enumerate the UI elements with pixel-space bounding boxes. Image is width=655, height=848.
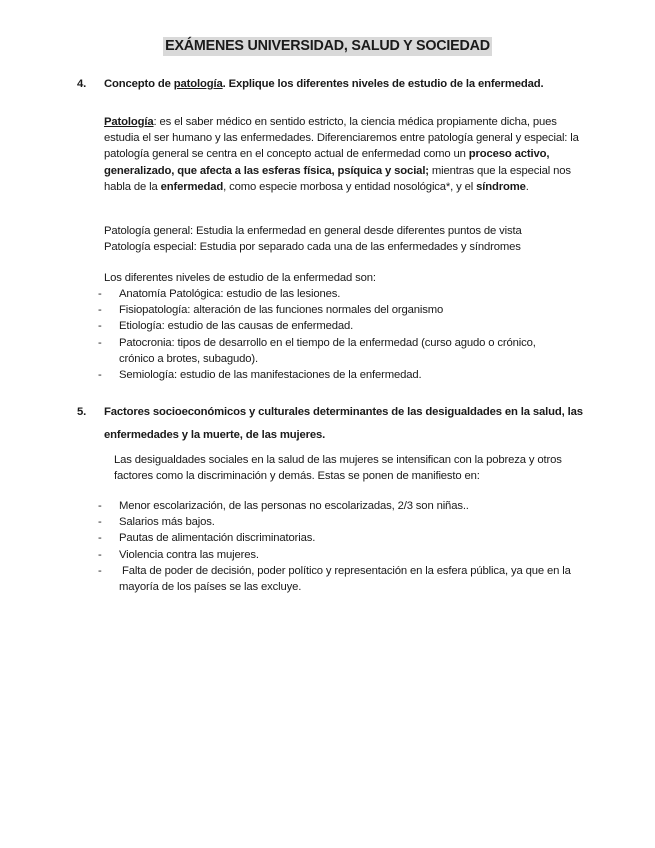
definition-bold-2: enfermedad: [160, 180, 224, 193]
list-item: - Salarios más bajos.: [98, 514, 588, 530]
inequalities-intro: Las desigualdades sociales en la salud de las mujeres se intensifican con la pobreza y otros factores como la discriminación y demás. Estas se ponen de manifiesto en:: [114, 454, 562, 483]
definition-text-1: : es el saber médico en sentido estricto, la ciencia médica propiamente dicha, pues estudia el ser humano y las enfermedades. Diferenciaremos entre patología general y especial: la patología general se centra en el concepto actual de enfermedad como un: [104, 116, 579, 161]
pathology-definition: [104, 114, 586, 195]
document-title-wrap: [0, 37, 655, 56]
question-5-heading: [77, 401, 587, 447]
definition-text-3: , como especie morbosa y entidad nosológica*, y el: [223, 180, 477, 193]
definition-bold-1: proceso activo, generalizado, que afecta a las esferas física, psíquica y social;: [104, 148, 550, 177]
list-item: - Violencia contra las mujeres.: [98, 547, 588, 563]
definition-text-4: .: [525, 180, 529, 193]
list-item: - Etiología: estudio de las causas de enfermedad.: [98, 318, 578, 334]
factors-list: [98, 498, 588, 595]
question-text: Factores socioeconómicos y culturales determinantes de las desigualdades en la salud, las enfermedades y la muerte, de las mujeres.: [104, 406, 583, 441]
document-title: EXÁMENES UNIVERSIDAD, SALUD Y SOCIEDAD: [165, 38, 490, 54]
list-item: - Anatomía Patológica: estudio de las lesiones.: [98, 286, 578, 302]
special-pathology-line: Patología especial: Estudia por separado cada una de las enfermedades y síndromes: [104, 241, 521, 254]
question-4-heading: [77, 78, 544, 90]
list-item: - Patocronia: tipos de desarrollo en el tiempo de la enfermedad (curso agudo o crónico, crónico a brotes, subagudo).: [98, 335, 574, 367]
list-item: - Pautas de alimentación discriminatorias.: [98, 530, 588, 546]
definition-text-2: mientras que la especial nos habla de la: [104, 164, 571, 193]
levels-intro: Los diferentes niveles de estudio de la enfermedad son:: [104, 272, 376, 284]
question-number: 5.: [77, 406, 87, 418]
list-item: - Fisiopatología: alteración de las funciones normales del organismo: [98, 302, 578, 318]
question-keyword: patología: [173, 78, 223, 90]
definition-bold-3: síndrome: [476, 180, 526, 193]
question-suffix: . Explique los diferentes niveles de estudio de la enfermedad.: [222, 78, 544, 90]
list-item: - Falta de poder de decisión, poder político y representación en la esfera pública, ya que en la mayoría de los países se las excluye.: [98, 563, 588, 595]
definition-term: Patología: [104, 116, 154, 128]
list-item: - Menor escolarización, de las personas no escolarizadas, 2/3 son niñas..: [98, 498, 588, 514]
pathology-types: [104, 223, 604, 255]
question-number: 4.: [77, 78, 87, 90]
list-item: - Semiología: estudio de las manifestaciones de la enfermedad.: [98, 367, 578, 383]
question-prefix: Concepto de: [104, 78, 174, 90]
levels-list: [98, 286, 578, 383]
general-pathology-line: Patología general: Estudia la enfermedad en general desde diferentes puntos de vista: [104, 225, 522, 237]
